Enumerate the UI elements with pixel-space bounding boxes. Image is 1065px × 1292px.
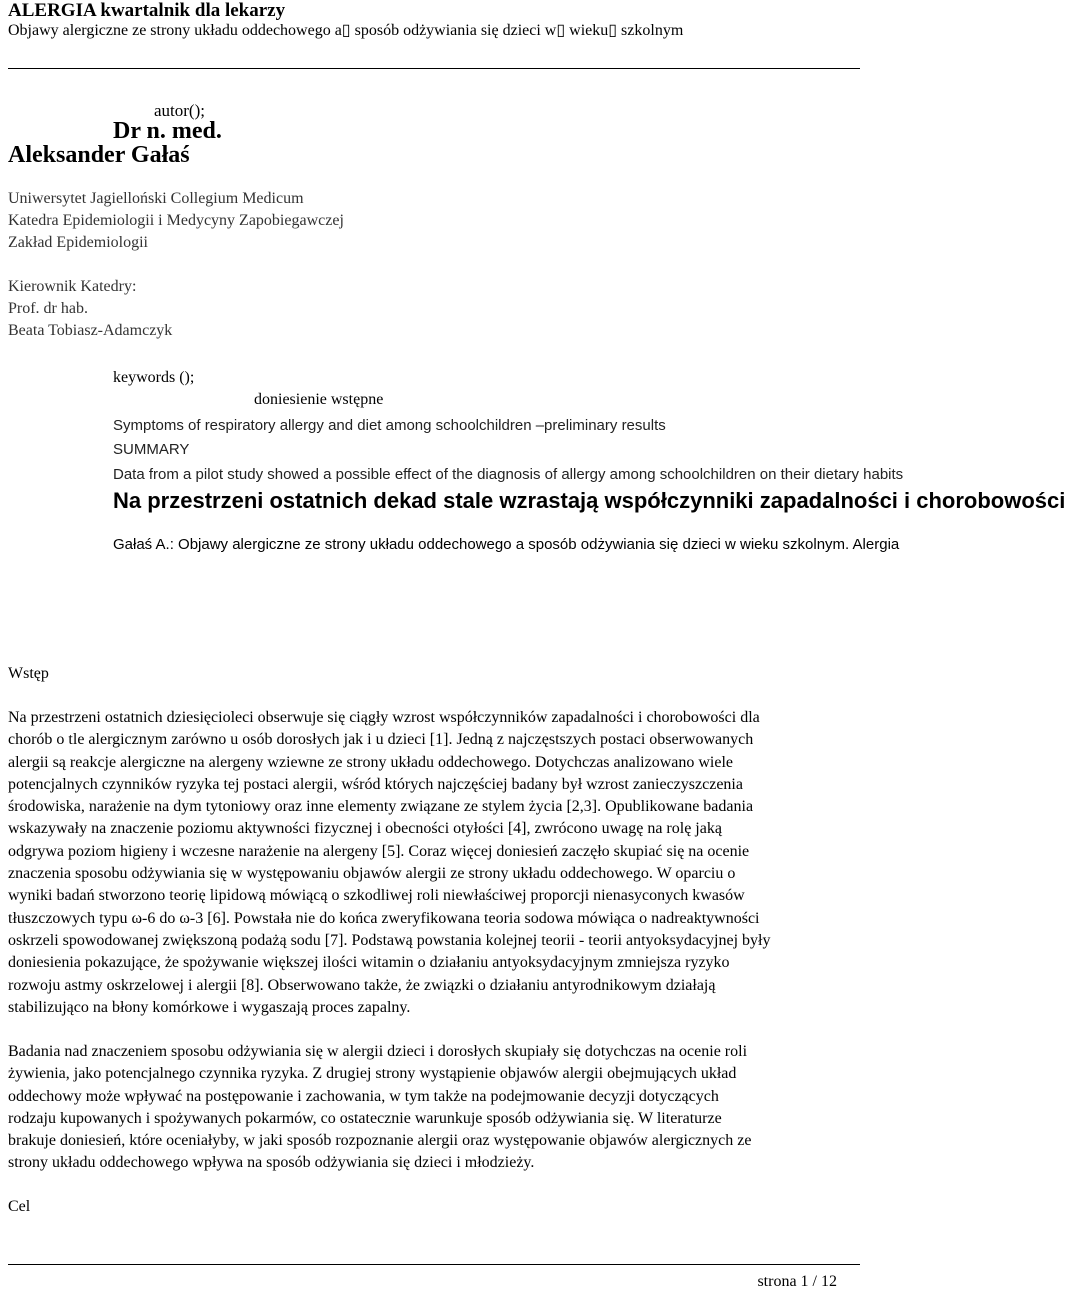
citation: Gałaś A.: Objawy alergiczne ze strony układu oddechowego a sposób odżywiania się dzieci w wieku szkolnym. Alergia bbox=[113, 536, 900, 553]
institution-line: Uniwersytet Jagielloński Collegium Medicum bbox=[8, 190, 304, 207]
english-title: Symptoms of respiratory allergy and diet among schoolchildren –preliminary results bbox=[113, 417, 666, 434]
paragraph-line: potencjalnych czynników ryzyka tej postaci alergii, wśród których najczęściej badany był wzrost zanieczyszczenia bbox=[8, 775, 743, 793]
section-heading-aim: Cel bbox=[8, 1198, 31, 1215]
polish-lead: Na przestrzeni ostatnich dekad stale wzrastają współczynniki zapadalności i chorobowości bbox=[113, 488, 1065, 513]
paragraph-line: żywienia, jako potencjalnego czynnika ryzyka. Z drugiej strony wystąpienie objawów alergii obejmujących układ bbox=[8, 1065, 737, 1083]
head-name: Beata Tobiasz-Adamczyk bbox=[8, 322, 173, 339]
header-divider bbox=[8, 68, 860, 69]
page-number: strona 1 / 12 bbox=[757, 1273, 837, 1290]
footer-divider bbox=[8, 1264, 860, 1265]
head-label: Kierownik Katedry: bbox=[8, 278, 137, 295]
paragraph-line: znaczenia sposobu odżywiania się w występowaniu objawów alergii ze strony układu oddechowego. W oparciu o bbox=[8, 865, 736, 883]
paragraph-line: strony układu oddechowego wpływa na sposób odżywiania się dzieci i młodzieży. bbox=[8, 1154, 535, 1172]
author-name: Aleksander Gałaś bbox=[8, 142, 190, 168]
paragraph-line: oskrzeli spowodowanej zwiększoną podażą sodu [7]. Podstawą powstania kolejnej teorii - teorii antyoksydacyjnej były bbox=[8, 931, 771, 949]
paragraph-line: doniesienia pokazujące, że spożywanie większej ilości witamin o działaniu antyoksydacyjnym zmniejsza ryzyko bbox=[8, 954, 730, 972]
paragraph-line: stabilizująco na błony komórkowe i wygaszają proces zapalny. bbox=[8, 998, 411, 1016]
paragraph-line: Badania nad znaczeniem sposobu odżywiania się w alergii dzieci i dorosłych skupiały się dotychczas na ocenie roli bbox=[8, 1043, 748, 1060]
paragraph-line: wyniki badań stworzono teorię lipidową mówiącą o szkodliwej roli niewłaściwej proporcji nienasyconych kwasów bbox=[8, 887, 745, 905]
paragraph-line: brakuje doniesień, które oceniałyby, w jaki sposób rozpoznanie alergii oraz występowanie objawów alergicznych ze bbox=[8, 1132, 752, 1150]
institution-line: Katedra Epidemiologii i Medycyny Zapobiegawczej bbox=[8, 212, 344, 229]
author-degree: Dr n. med. bbox=[113, 118, 222, 144]
paragraph-line: odgrywa poziom higieny i wczesne narażenie na alergeny [5]. Coraz więcej doniesień zaczęło skupiać się na ocenie bbox=[8, 842, 750, 860]
paragraph-line: tłuszczowych typu ω-6 do ω-3 [6]. Powstała nie do końca zweryfikowana teoria sodowa mówiąca o nadreaktywności bbox=[8, 909, 760, 927]
journal-title: ALERGIA kwartalnik dla lekarzy bbox=[8, 0, 286, 21]
keywords-placeholder: keywords (); bbox=[113, 369, 195, 386]
paragraph-line: Na przestrzeni ostatnich dziesięcioleci obserwuje się ciągły wzrost współczynników zapadalności i chorobowości dla bbox=[8, 709, 760, 726]
article-type: doniesienie wstępne bbox=[254, 391, 384, 408]
section-heading-intro: Wstęp bbox=[8, 665, 49, 682]
intro-paragraph-2 bbox=[8, 1041, 868, 1175]
paragraph-line: rozwoju astmy oskrzelowej i alergii [8]. Obserwowano także, że związki o działaniu antyrodnikowym działają bbox=[8, 976, 716, 994]
paragraph-line: rodzaju kupowanych i spożywanych pokarmów, co ostatecznie warunkuje sposób odżywiania się. W literaturze bbox=[8, 1109, 722, 1127]
paragraph-line: chorób o tle alergicznym zarówno u osób dorosłych jak i u dzieci [1]. Jedną z najczęstszych postaci obserwowanych bbox=[8, 731, 754, 749]
intro-paragraph-1 bbox=[8, 707, 868, 1019]
summary-text: Data from a pilot study showed a possible effect of the diagnosis of allergy among schoolchildren on their dietary habits bbox=[113, 466, 904, 483]
head-title: Prof. dr hab. bbox=[8, 300, 88, 317]
author-placeholder: autor(); bbox=[154, 101, 205, 120]
summary-label: SUMMARY bbox=[113, 441, 190, 458]
article-header-title: Objawy alergiczne ze strony układu oddechowego a▯ sposób odżywiania się dzieci w▯ wieku▯ szkolnym bbox=[8, 22, 684, 39]
paragraph-line: wskazywały na znaczenie poziomu aktywności fizycznej i obecności otyłości [4], zwrócono uwagę na rolę jaką bbox=[8, 820, 722, 838]
paragraph-line: oddechowy może wpływać na postępowanie i zachowania, w tym także na podejmowanie decyzji dotyczących bbox=[8, 1087, 719, 1105]
paragraph-line: środowiska, narażenie na dym tytoniowy oraz inne elementy związane ze stylem życia [2,3]. Opublikowane badania bbox=[8, 798, 754, 816]
paragraph-line: alergii są reakcje alergiczne na alergeny wziewne ze strony układu oddechowego. Dotychczas analizowano wiele bbox=[8, 753, 734, 771]
institution-line: Zakład Epidemiologii bbox=[8, 234, 148, 251]
